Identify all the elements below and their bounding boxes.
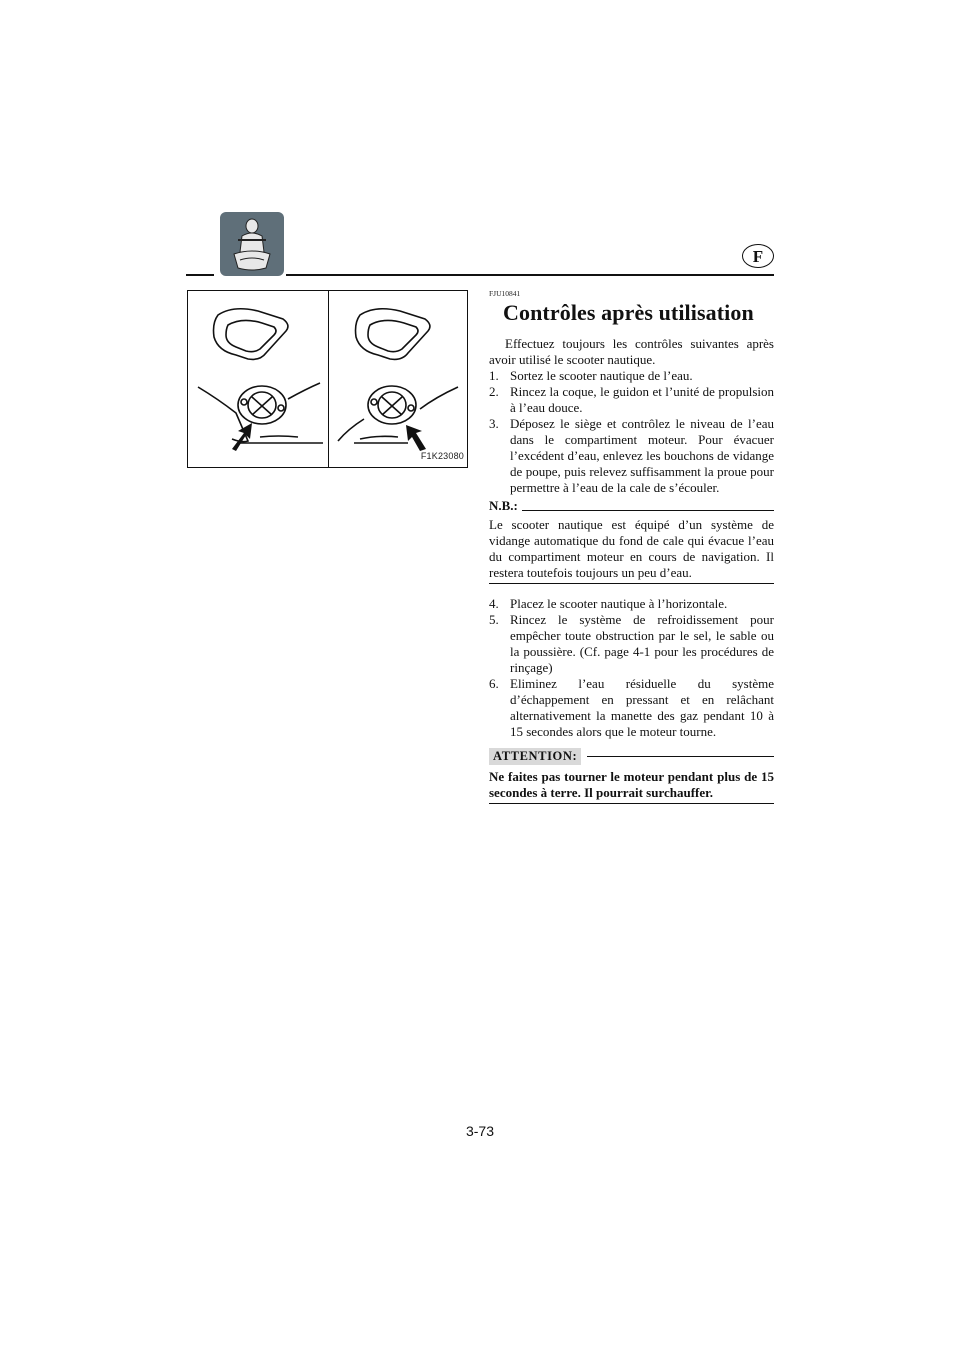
figure-code: F1K23080 <box>420 451 464 461</box>
list-item-number: 5. <box>489 612 499 627</box>
list-item-text: Rincez la coque, le guidon et l’unité de propulsion à l’eau douce. <box>510 384 774 415</box>
note-label: N.B.: <box>489 498 518 513</box>
jet-ski-rider-icon <box>220 212 284 276</box>
header-rule-right <box>286 274 774 276</box>
list-item-text: Déposez le siège et contrôlez le niveau de l’eau dans le compartiment moteur. Pour évacuer l’excédent d’eau, enlevez les bouchons de vidange de poupe, puis relevez suffisamment la proue pour permettre à l’eau de la cale de s’écouler. <box>510 416 774 495</box>
note-header <box>489 498 774 514</box>
list-item-text: Placez le scooter nautique à l’horizontale. <box>510 596 728 611</box>
drain-plug-figure <box>187 290 468 468</box>
note-text: Le scooter nautique est équipé d’un système de vidange automatique du fond de cale qui évacue l’eau du compartiment moteur en cours de navigation. Il restera toutefois toujours un peu d’eau. <box>489 517 774 584</box>
caution-text: Ne faites pas tourner le moteur pendant plus de 15 secondes à terre. Il pourrait surchauffer. <box>489 769 774 804</box>
list-item-number: 3. <box>489 416 499 431</box>
caution-rule <box>587 756 774 757</box>
list-item-number: 1. <box>489 368 499 383</box>
list-item <box>489 384 774 416</box>
list-item-text: Eliminez l’eau résiduelle du système d’échappement en pressant et en relâchant alternativement la manette des gaz pendant 10 à 15 secondes alors que le moteur tourne. <box>510 676 774 739</box>
section-title: Contrôles après utilisation <box>503 300 754 325</box>
caution-header <box>489 747 774 765</box>
list-item <box>489 612 774 676</box>
header-rule-left <box>186 274 214 276</box>
list-item-number: 2. <box>489 384 499 399</box>
list-item <box>489 596 774 612</box>
section-content <box>489 288 774 804</box>
list-item-number: 6. <box>489 676 499 691</box>
note-rule <box>522 510 774 511</box>
list-item-number: 4. <box>489 596 499 611</box>
list-item <box>489 416 774 496</box>
drain-plug-illustration <box>188 291 467 467</box>
list-item <box>489 368 774 384</box>
page-number: 3-73 <box>465 1123 495 1139</box>
caution-label: ATTENTION: <box>489 748 581 765</box>
reference-code: FJU10841 <box>489 289 521 298</box>
language-badge: F <box>742 244 774 268</box>
intro-paragraph: Effectuez toujours les contrôles suivantes après avoir utilisé le scooter nautique. <box>489 336 774 367</box>
list-item-text: Rincez le système de refroidissement pour empêcher toute obstruction par le sel, le sable ou la poussière. (Cf. page 4-1 pour les procédures de rinçage) <box>510 612 774 675</box>
list-item-text: Sortez le scooter nautique de l’eau. <box>510 368 693 383</box>
list-item <box>489 676 774 740</box>
